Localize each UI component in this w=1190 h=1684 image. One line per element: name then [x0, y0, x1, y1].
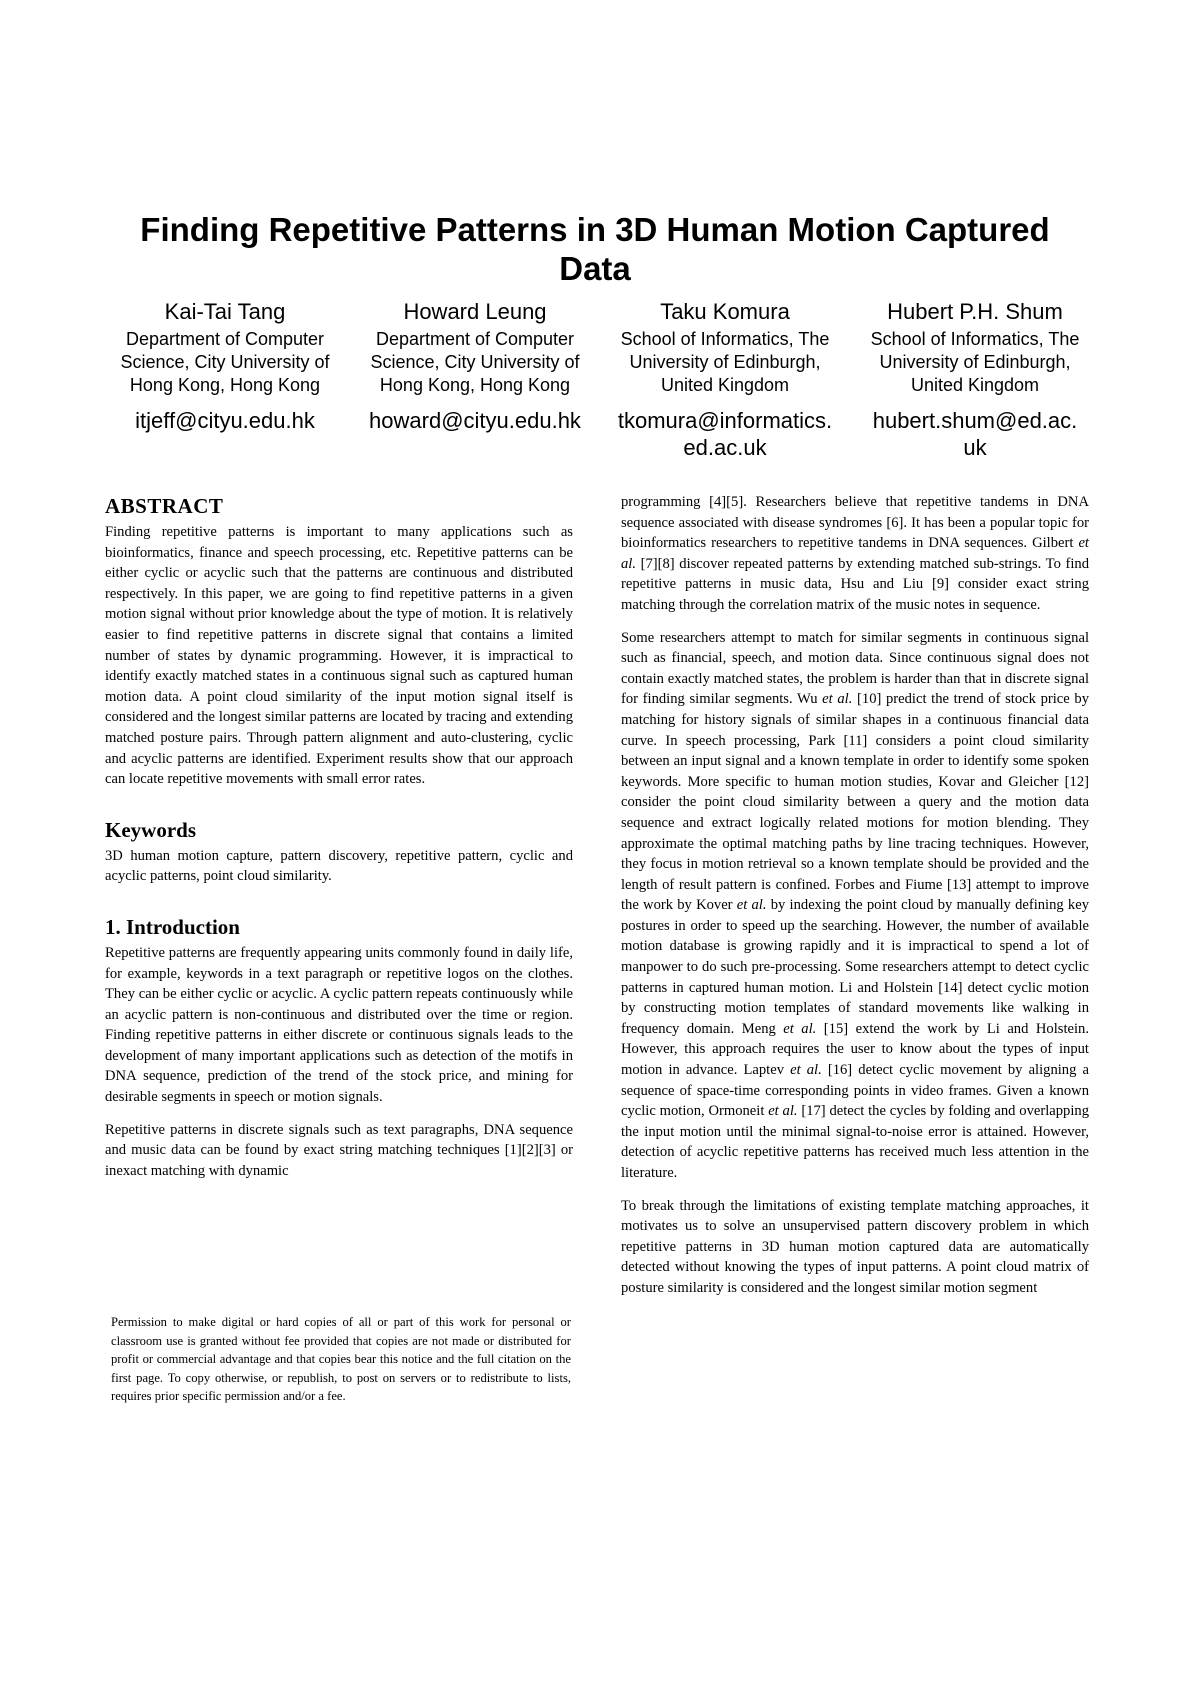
author-email: hubert.shum@ed.ac. uk [872, 408, 1078, 460]
right-paragraph-3: To break through the limitations of existing template matching approaches, it motivates us to solve an unsupervised pattern discovery problem in which repetitive patterns in 3D human motion captured data are automatically detected without knowing the types of input patterns. A point cloud matrix of posture similarity is considered and the longest similar motion segment [621, 1197, 1089, 1296]
author-email: itjeff@cityu.edu.hk [135, 408, 315, 433]
author-name: Howard Leung [403, 299, 547, 324]
author-3 [600, 298, 850, 461]
author-affiliation: Department of Computer Science, City University of Hong Kong, Hong Kong [370, 329, 580, 395]
author-affiliation: Department of Computer Science, City University of Hong Kong, Hong Kong [120, 329, 330, 395]
author-affiliation: School of Informatics, The University of Edinburgh, United Kingdom [620, 329, 830, 395]
paper-title: Finding Repetitive Patterns in 3D Human Motion Captured Data [140, 211, 1050, 287]
right-paragraph-1: programming [4][5]. Researchers believe that repetitive tandems in DNA sequence associated with disease syndromes [6]. It has been a popular topic for bioinformatics researchers to repetitive tandems in DNA sequences. Gilbert et al. [7][8] discover repeated patterns by extending matched sub-strings. To find repetitive patterns in music data, Hsu and Liu [9] consider exact string matching through the correlation matrix of the music notes in sequence. [621, 494, 1089, 613]
abstract-heading: ABSTRACT [105, 494, 224, 518]
author-email: tkomura@informatics. ed.ac.uk [617, 408, 833, 460]
right-paragraph-2: Some researchers attempt to match for similar segments in continuous signal such as financial, speech, and motion data. Since continuous signal does not contain exactly matched states, the problem is harder than that in discrete signal for finding similar segments. Wu et al. [10] predict the trend of stock price by matching for history signals of similar shapes in a continuous financial data curve. In speech processing, Park [11] considers a point cloud similarity between an input signal and a known template in order to identify some spoken keywords. More specific to human motion studies, Kovar and Gleicher [12] consider the point cloud similarity between a query and the motion data sequence and extract logically related motions for motion blending. They approximate the optimal matching paths by line tracing techniques. However, they focus in motion retrieval so a known template should be provided and the length of result pattern is confined. Forbes and Fiume [13] attempt to improve the work by Kover et al. by indexing the point cloud by manually defining key postures in order to speed up the searching. However, the number of available motion database is growing rapidly and it is impractical to spend a lot of manpower to do such pre-processing. Some researchers attempt to detect cyclic patterns in captured human motion. Li and Holstein [14] detect cyclic motion by constructing motion templates of standard movements like walking in frequency domain. Meng et al. [15] extend the work by Li and Holstein. However, this approach requires the user to know about the types of input motion in advance. Laptev et al. [16] detect cyclic movement by aligning a sequence of space-time corresponding points in video frames. Given a known cyclic motion, Ormoneit et al. [17] detect the cycles by folding and overlapping the input motion until the minimal signal-to-noise error is attained. However, detection of acyclic repetitive patterns has received much less attention in the literature. [621, 629, 1089, 1181]
author-block [100, 298, 1100, 458]
permission-notice: Permission to make digital or hard copies of all or part of this work for personal or classroom use is granted without fee provided that copies are not made or distributed for profit or commercial advantage and that copies bear this notice and the full citation on the first page. To copy otherwise, or republish, to post on servers or to redistribute to lists, requires prior specific permission and/or a fee. [111, 1315, 571, 1404]
right-column [621, 492, 1089, 1311]
author-affiliation: School of Informatics, The University of Edinburgh, United Kingdom [870, 329, 1080, 395]
left-column [105, 494, 573, 1193]
author-4 [850, 298, 1100, 461]
author-name: Kai-Tai Tang [164, 299, 286, 324]
introduction-heading: 1. Introduction [105, 914, 240, 939]
author-1 [100, 298, 350, 434]
intro-paragraph-1: Repetitive patterns are frequently appearing units commonly found in daily life, for example, keywords in a text paragraph or repetitive logos on the clothes. They can be either cyclic or acyclic. A cyclic pattern repeats continuously while an acyclic pattern is non-continuous and distributed over the time or region. Finding repetitive patterns in either discrete or continuous signals leads to the development of many important applications such as detection of the motifs in DNA sequence, prediction of the trend of the stock price, and mining for desirable segments in speech or motion signals. [105, 944, 573, 1106]
keywords-text: 3D human motion capture, pattern discovery, repetitive pattern, cyclic and acyclic patterns, point cloud similarity. [105, 847, 573, 885]
keywords-heading: Keywords [105, 817, 196, 842]
author-2 [350, 298, 600, 434]
abstract-text: Finding repetitive patterns is important to many applications such as bioinformatics, finance and speech processing, etc. Repetitive patterns can be either cyclic or acyclic such that the patterns are continuous and distributed respectively. In this paper, we are going to find repetitive patterns in a given motion signal without prior knowledge about the type of motion. It is relatively easier to find repetitive patterns in discrete signal that contains a limited number of states by dynamic programming. However, it is impractical to identify exactly matched states in a continuous signal such as captured human motion data. A point cloud similarity of the input motion signal itself is considered and the longest similar patterns are located by tracing and extending matched posture pairs. Through pattern alignment and auto-clustering, cyclic and acyclic patterns are identified. Experiment results show that our approach can locate repetitive movements with small error rates. [105, 524, 573, 788]
author-name: Hubert P.H. Shum [887, 299, 1063, 324]
author-email: howard@cityu.edu.hk [369, 408, 581, 433]
intro-paragraph-2: Repetitive patterns in discrete signals such as text paragraphs, DNA sequence and music data can be found by exact string matching techniques [1][2][3] or inexact matching with dynamic [105, 1121, 573, 1179]
author-name: Taku Komura [660, 299, 790, 324]
